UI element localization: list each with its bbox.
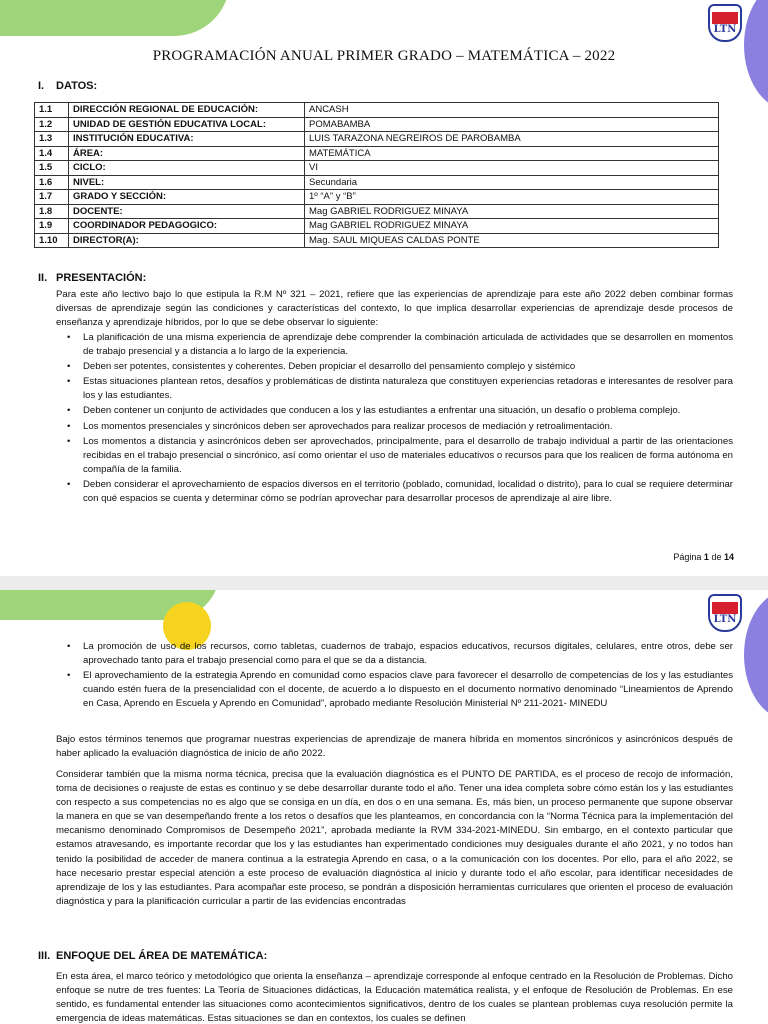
decorative-purple-circle (744, 590, 768, 720)
bullet-icon: • (67, 376, 71, 388)
bullet-item (67, 420, 733, 434)
paragraph-hibrido: Bajo estos términos tenemos que programar nuestras experiencias de aprendizaje de manera híbrida en momentos sincrónicos y asincrónicos después de haber aplicado la evaluación diagnóstica de inicio de año 2022. (56, 734, 733, 760)
datos-row-value: 1º “A” y “B” (305, 190, 719, 205)
datos-row (35, 146, 719, 161)
datos-row-label: COORDINADOR PEDAGOGICO: (69, 219, 305, 234)
datos-row-label: DIRECCIÓN REGIONAL DE EDUCACIÓN: (69, 103, 305, 118)
bullet-text: El aprovechamiento de la estrategia Aprendo en comunidad como espacios clave para favorecer el desarrollo de competencias de los y las estudiantes cuando estén fuera de la presencialidad con el docente, de acuerdo a lo dispuesto en el documento normativo denominado “Lineamientos de Aprendo en Casa, Aprendo en Escuela y Aprendo en Comunidad”, aprobado mediante Resolución Ministerial Nº 211-2021- MINEDU (83, 670, 733, 710)
datos-row (35, 219, 719, 234)
datos-row-label: NIVEL: (69, 175, 305, 190)
bullet-text: Deben considerar el aprovechamiento de espacios diversos en el territorio (poblado, comunidad, localidad o distrito), para lo cual se requiere determinar con qué espacios se cuenta y determinar cómo se podrían aprovechar para desarrollar procesos de aprendizaje al aire libre. (83, 478, 733, 505)
bullet-text: Deben contener un conjunto de actividades que conducen a los y las estudiantes a enfrentar una situación, un desafío o problema complejo. (83, 405, 681, 417)
document-page-2 (0, 590, 768, 1024)
bullet-text: Los momentos a distancia y asincrónicos deben ser aprovechados, principalmente, para el desarrollo de trabajo individual a partir de las orientaciones recibidas en el trabajo presencial o sincrónico, así como orientar el uso de materiales educativos o recursos para que los realicen de forma autónoma en compañía de la familia. (83, 435, 733, 475)
bullet-icon: • (67, 405, 71, 417)
datos-row (35, 233, 719, 248)
datos-row-value: Mag. SAUL MIQUEAS CALDAS PONTE (305, 233, 719, 248)
datos-row (35, 175, 719, 190)
bullet-text: La planificación de una misma experiencia de aprendizaje debe comprender la combinación articulada de actividades que se desarrollen en momentos de trabajo presencial y a distancia a lo largo de la experiencia. (83, 332, 733, 358)
page-footer: Página 1 de 14 (673, 552, 734, 562)
bullet-item (67, 404, 733, 418)
datos-row-number: 1.6 (35, 175, 69, 190)
datos-row-value: Mag GABRIEL RODRIGUEZ MINAYA (305, 219, 719, 234)
datos-row-label: INSTITUCIÓN EDUCATIVA: (69, 132, 305, 147)
datos-row (35, 204, 719, 219)
datos-row-value: VI (305, 161, 719, 176)
datos-row-number: 1.4 (35, 146, 69, 161)
bullet-item (67, 360, 733, 374)
datos-row-value: MATEMÁTICA (305, 146, 719, 161)
section-heading-datos: I. DATOS: (38, 80, 98, 92)
datos-row-value: ANCASH (305, 103, 719, 118)
bullet-text: Los momentos presenciales y sincrónicos deben ser aprovechados para realizar procesos de mediación y retroalimentación. (83, 420, 613, 432)
datos-row-number: 1.2 (35, 117, 69, 132)
datos-row-label: CICLO: (69, 161, 305, 176)
bullet-icon: • (67, 478, 71, 490)
bullet-text: La promoción de uso de los recursos, como tabletas, cuadernos de trabajo, espacios educativos, recursos digitales, celulares, entre otros, debe ser aprovechado tanto para el trabajo presencial como para el que se da a distancia. (83, 641, 733, 667)
bullet-icon: • (67, 420, 71, 432)
datos-table (34, 102, 719, 248)
datos-row-number: 1.3 (35, 132, 69, 147)
presentacion-bullet-list (67, 331, 733, 507)
document-title: PROGRAMACIÓN ANUAL PRIMER GRADO – MATEMÁTICA – 2022 (152, 48, 616, 64)
datos-row-label: DIRECTOR(A): (69, 233, 305, 248)
bullet-item (67, 435, 733, 477)
school-logo: LTN (708, 4, 742, 42)
school-logo: LTN (708, 594, 742, 632)
datos-row-number: 1.7 (35, 190, 69, 205)
bullet-icon: • (67, 332, 71, 343)
datos-row-label: GRADO Y SECCIÓN: (69, 190, 305, 205)
presentacion-intro: Para este año lectivo bajo lo que estipula la R.M Nº 321 – 2021, refiere que las experiencias de aprendizaje para este año 2022 deben combinar formas diversas de aprendizaje según las condiciones y características del contexto, lo que implica desarrollar experiencias de aprendizaje desde procesos de enseñanza y aprendizaje híbridos, por lo que se debe observar lo siguiente: (56, 289, 733, 329)
datos-row (35, 190, 719, 205)
paragraph-evaluacion-diagnostica: Considerar también que la misma norma técnica, precisa que la evaluación diagnóstica es el PUNTO DE PARTIDA, es el proceso de recojo de información, toma de decisiones o reajuste de estas es continuo y se debe desarrollar durante todo el año. Tener una idea completa sobre cómo están los y las estudiantes con respecto a sus competencias no es algo que se consiga en un día, en dos o en una semana. Es, más bien, un proceso permanente que supone observar la manera en que se van desempeñando frente a los retos o desafíos que les planteamos, en concordancia con la “Norma Técnica para la implementación del mecanismo denominado Compromisos de Desempeño 2021”, aprobada mediante la RVM 334-2021-MINEDU. Sin embargo, en el contexto particular que estamos atravesando, es importante recordar que los y las estudiantes han experimentado condiciones muy desiguales durante el año 2021, y no todos han tenido la posibilidad de acceder de manera continua a la estrategia Aprendo en casa, o a la comunicación con los docentes. Por ello, para el año 2022, se hace necesario prestar especial atención a este proceso de evaluación diagnóstica al inicio y durante todo el año escolar, para identificar necesidades de aprendizaje de los y las estudiantes. Para acompañar este proceso, se pondrán a disposición herramientas curriculares que orienten el proceso de evaluación diagnóstica y para la planificación curricular a partir de las evidencias encontradas (56, 769, 733, 907)
continuation-bullet-list (67, 640, 733, 712)
bullet-icon: • (67, 641, 71, 652)
datos-row-label: UNIDAD DE GESTIÓN EDUCATIVA LOCAL: (69, 117, 305, 132)
bullet-icon: • (67, 435, 71, 447)
paragraph-enfoque: En esta área, el marco teórico y metodológico que orienta la enseñanza – aprendizaje corresponde al enfoque centrado en la Resolución de Problemas. Dicho enfoque se nutre de tres fuentes: La Teoría de Situaciones didácticas, la Educación matemática realista, y el enfoque de Resolución de Problemas. En ese sentido, es fundamental entender las situaciones como acontecimientos significativos, dentro de los cuales se plantean problemas cuya resolución permite la emergencia de ideas matemáticas. Estas situaciones se dan en contextos, los cuales se definen (56, 971, 733, 1024)
datos-row-number: 1.5 (35, 161, 69, 176)
bullet-item (67, 331, 733, 359)
datos-row-label: DOCENTE: (69, 204, 305, 219)
datos-row-label: ÁREA: (69, 146, 305, 161)
datos-row-value: POMABAMBA (305, 117, 719, 132)
datos-row-number: 1.8 (35, 204, 69, 219)
bullet-item (67, 669, 733, 711)
datos-row-number: 1.10 (35, 233, 69, 248)
bullet-item (67, 375, 733, 403)
datos-row (35, 103, 719, 118)
bullet-item (67, 640, 733, 668)
datos-row-value: Mag GABRIEL RODRIGUEZ MINAYA (305, 204, 719, 219)
datos-row (35, 132, 719, 147)
datos-row (35, 117, 719, 132)
bullet-text: Estas situaciones plantean retos, desafíos y problemáticas de distinta naturaleza que constituyen experiencias retadoras e interesantes de resolver para los y las estudiantes. (83, 376, 733, 402)
section-heading-presentacion: II. PRESENTACIÓN: (38, 272, 147, 284)
bullet-text: Deben ser potentes, consistentes y coherentes. Deben propiciar el desarrollo del pensamiento complejo y sistémico (83, 361, 576, 373)
bullet-item (67, 478, 733, 506)
datos-row-value: Secundaria (305, 175, 719, 190)
bullet-icon: • (67, 670, 71, 682)
decorative-green-shape (0, 0, 230, 36)
bullet-icon: • (67, 361, 71, 373)
section-heading-enfoque: III. ENFOQUE DEL ÁREA DE MATEMÁTICA: (38, 950, 268, 962)
datos-row (35, 161, 719, 176)
page-separator (0, 576, 768, 590)
datos-row-value: LUIS TARAZONA NEGREIROS DE PAROBAMBA (305, 132, 719, 147)
datos-row-number: 1.1 (35, 103, 69, 118)
datos-row-number: 1.9 (35, 219, 69, 234)
